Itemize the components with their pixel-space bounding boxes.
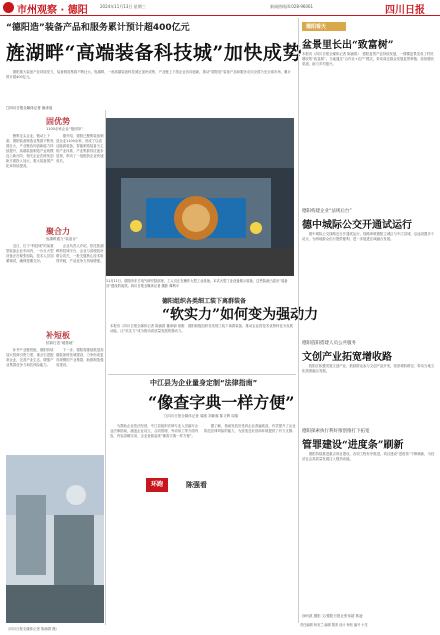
side-bottom-credit: 涂昕凯 摄影 文/德阳日报社张伟超 林凌 xyxy=(302,614,363,618)
story-divider xyxy=(108,374,296,375)
subhead-3-note: 招商打造“硬基地” xyxy=(46,341,75,345)
headline-kicker: “德阳造”装备产品和服务累计预计超400亿元 xyxy=(6,23,190,33)
subhead-1: 固优势 xyxy=(46,116,70,126)
main-photo-caption: 11月11日，德阳市东方电气研究院部里，工人们正在操作大型工业设备。本次大型工业设备展示装备，这些装备凸显出“装备谷”建设的成效。四川日报全媒体记者 摄影 谭利平 xyxy=(106,279,288,288)
side-story-3-title: 文创产业拓宽增收路 xyxy=(302,352,392,363)
news-hotline: 新闻热线/4:028-96061 xyxy=(270,4,314,9)
subhead-3: 补短板 xyxy=(46,330,70,340)
side-story-4-kicker: 德阳探索执行利好推创推打下拓宽 xyxy=(302,429,370,434)
side-story-2-text: 德中城际公交线路近日开通试运行，线路串联德阳主城区与中江县城，沿途设置多个站点，为两地群众出行提供便利，进一步促进区域融合发展。 xyxy=(302,232,435,241)
photo-credit: （四川日报全媒体记者 陈涌群 摄） xyxy=(6,627,60,631)
side-divider xyxy=(298,18,299,623)
issue-date: 2024年11月13日 星期三 xyxy=(100,4,146,9)
left-column-text-b: 据介绍，德阳已聚集装备制造企业1100余家，形成了以清洁能源装备、智能制造装备为主的产业体系，产业集群效应逐步显现，带动了一批配套企业快速成长。 xyxy=(56,134,104,163)
side-story-3-text: 旌阳区积极发展文创产业，鼓励群众参与文创产品开发，拓宽增收路径，带动当地文化旅游融合发展。 xyxy=(302,364,435,373)
story-2-kicker: 德阳组织各类细工装下离群装备 xyxy=(162,298,247,305)
headline-title: 旌湖畔“高端装备科技城”加快成势 xyxy=(6,42,302,64)
story-3-title: “像查字典一样方便” xyxy=(148,393,295,412)
left-column-text-a: 聚集龙头企业，链动上下游，德阳装备制造业集群不断发展壮大，产业链协同创新能力持续提升，高端装备制造产业规模迈上新台阶，相关企业在研发创新方面投入加大，重大装备国产化率持续提高。 xyxy=(6,134,54,168)
page-footer: 责任编辑 杨发兰 编辑 黎美 设计 杨松 编号 小龙 xyxy=(300,623,368,627)
side-story-1-text: 本报讯（四川日报全媒体记者 陈涌群） 德阳盆景产业持续发展，一棵棵盆景变成了村民增收的“致富树”。当地通过“合作社+农户”模式，带动周边群众发展盆景种植，拓宽增收渠道，助力乡村振兴。 xyxy=(302,52,434,66)
section-name: 市州观察 · 德阳 xyxy=(17,5,88,16)
story-2-byline: 本报讯（四川日报全媒体记者 陈涌群 董承朝 周刚 xyxy=(110,324,185,328)
story-2-title: “软实力”如何变为强动力 xyxy=(162,307,319,323)
side-story-2-title: 德中城际公交开通试运行 xyxy=(302,220,412,231)
left-column-text-d: 企业负责人介绍，依托旌湖畔科技城平台，企业与高校院所联合攻关，一批关键核心技术取得突破，产品竞争力持续增强。 xyxy=(56,244,104,263)
left-photo xyxy=(6,455,104,623)
corner-author: 陈强看 xyxy=(186,481,207,489)
story-3-text-a: 为帮助企业依法经营，中江县组织法律专业人员编写企业法律指南，涵盖企业设立、合同管理、劳动用工等方面内容，内容清晰实用，企业查阅起来“像查字典一样方便”。 xyxy=(110,424,199,438)
story-3-byline: □四川日报全媒体记者 周刚 刘颖蓉 陈义辉 周翔 xyxy=(164,414,239,418)
side-story-2-kicker: 德阳构建企业“法规后台” xyxy=(302,209,352,214)
page-header xyxy=(0,0,440,16)
section-logo-icon xyxy=(3,2,14,13)
subhead-1-note: 1100余家企业“抱团冲” xyxy=(46,127,84,131)
subhead-2-note: 旌湖畔通力“装备谷” xyxy=(46,237,78,241)
subhead-2: 聚合力 xyxy=(46,226,70,236)
side-story-4-text: 德阳持续推进重点项目建设，各项工程有序推进，项目建设“进度条”不断刷新，为经济社会高质量发展注入强劲动能。 xyxy=(302,452,435,461)
story-3-kicker: 中江县为企业量身定制“法律指南” xyxy=(150,379,258,387)
side-story-3-kicker: 德阳旌阳搭建人员公共服务 xyxy=(302,341,356,346)
left-column-text-c: 近日，位于“科技城”的某重型装备企业车间内，一台台大型设备正在紧张组装，技术人员加紧调试，确保按期交付。 xyxy=(6,244,54,263)
story-3-text-b: 据了解，指南发放后受到企业普遍欢迎，有效提升了企业防范法律风险的能力，为营造良好营商环境提供了有力支撑。 xyxy=(204,424,296,433)
left-column-text-e: 补齐产业链短板，德阳持续加大招商引资力度，重点引进配套企业，完善产业生态，增强产业集群竞争力和抗风险能力。 xyxy=(6,348,54,367)
side-story-4-title: 管罪建设“进度条”刷新 xyxy=(302,440,404,451)
main-byline: □四川日报全媒体记者 唐泽溶 xyxy=(6,106,53,110)
side-story-1-byline: 本报讯（四川日报全媒体记者 陈涌群） xyxy=(302,52,360,56)
left-column-text-f: 下一步，德阳将继续推进高端装备科技城建设，力争形成更具规模的产业集群，助推制造强省建设。 xyxy=(56,348,104,367)
story-2-text: 本报讯（四川日报全媒体记者 陈涌群 董承朝 周刚 德阳积极组织各类细工装下离群装备，推动企业将技术优势转化为发展动能，让“软实力”成为推动高质量发展的强动力。 xyxy=(110,324,293,333)
main-photo xyxy=(106,118,294,276)
corner-tag: 环跑 xyxy=(146,478,168,492)
side-story-1-title: 盆景里长出“致富树” xyxy=(302,40,394,51)
newspaper-brand: 四川日报 xyxy=(385,5,425,16)
lead-paragraph: 德阳重大装备产业持续发力，装备制造集群不断壮大。旌湖畔，一座高端装备科技城正加快成势，产业链上下游企业协同创新，推动“德阳造”装备产品和服务走向全国乃至全球市场，累计预计超400亿元。 xyxy=(6,70,291,79)
side-tag-label: 德阳看天 xyxy=(306,24,327,30)
